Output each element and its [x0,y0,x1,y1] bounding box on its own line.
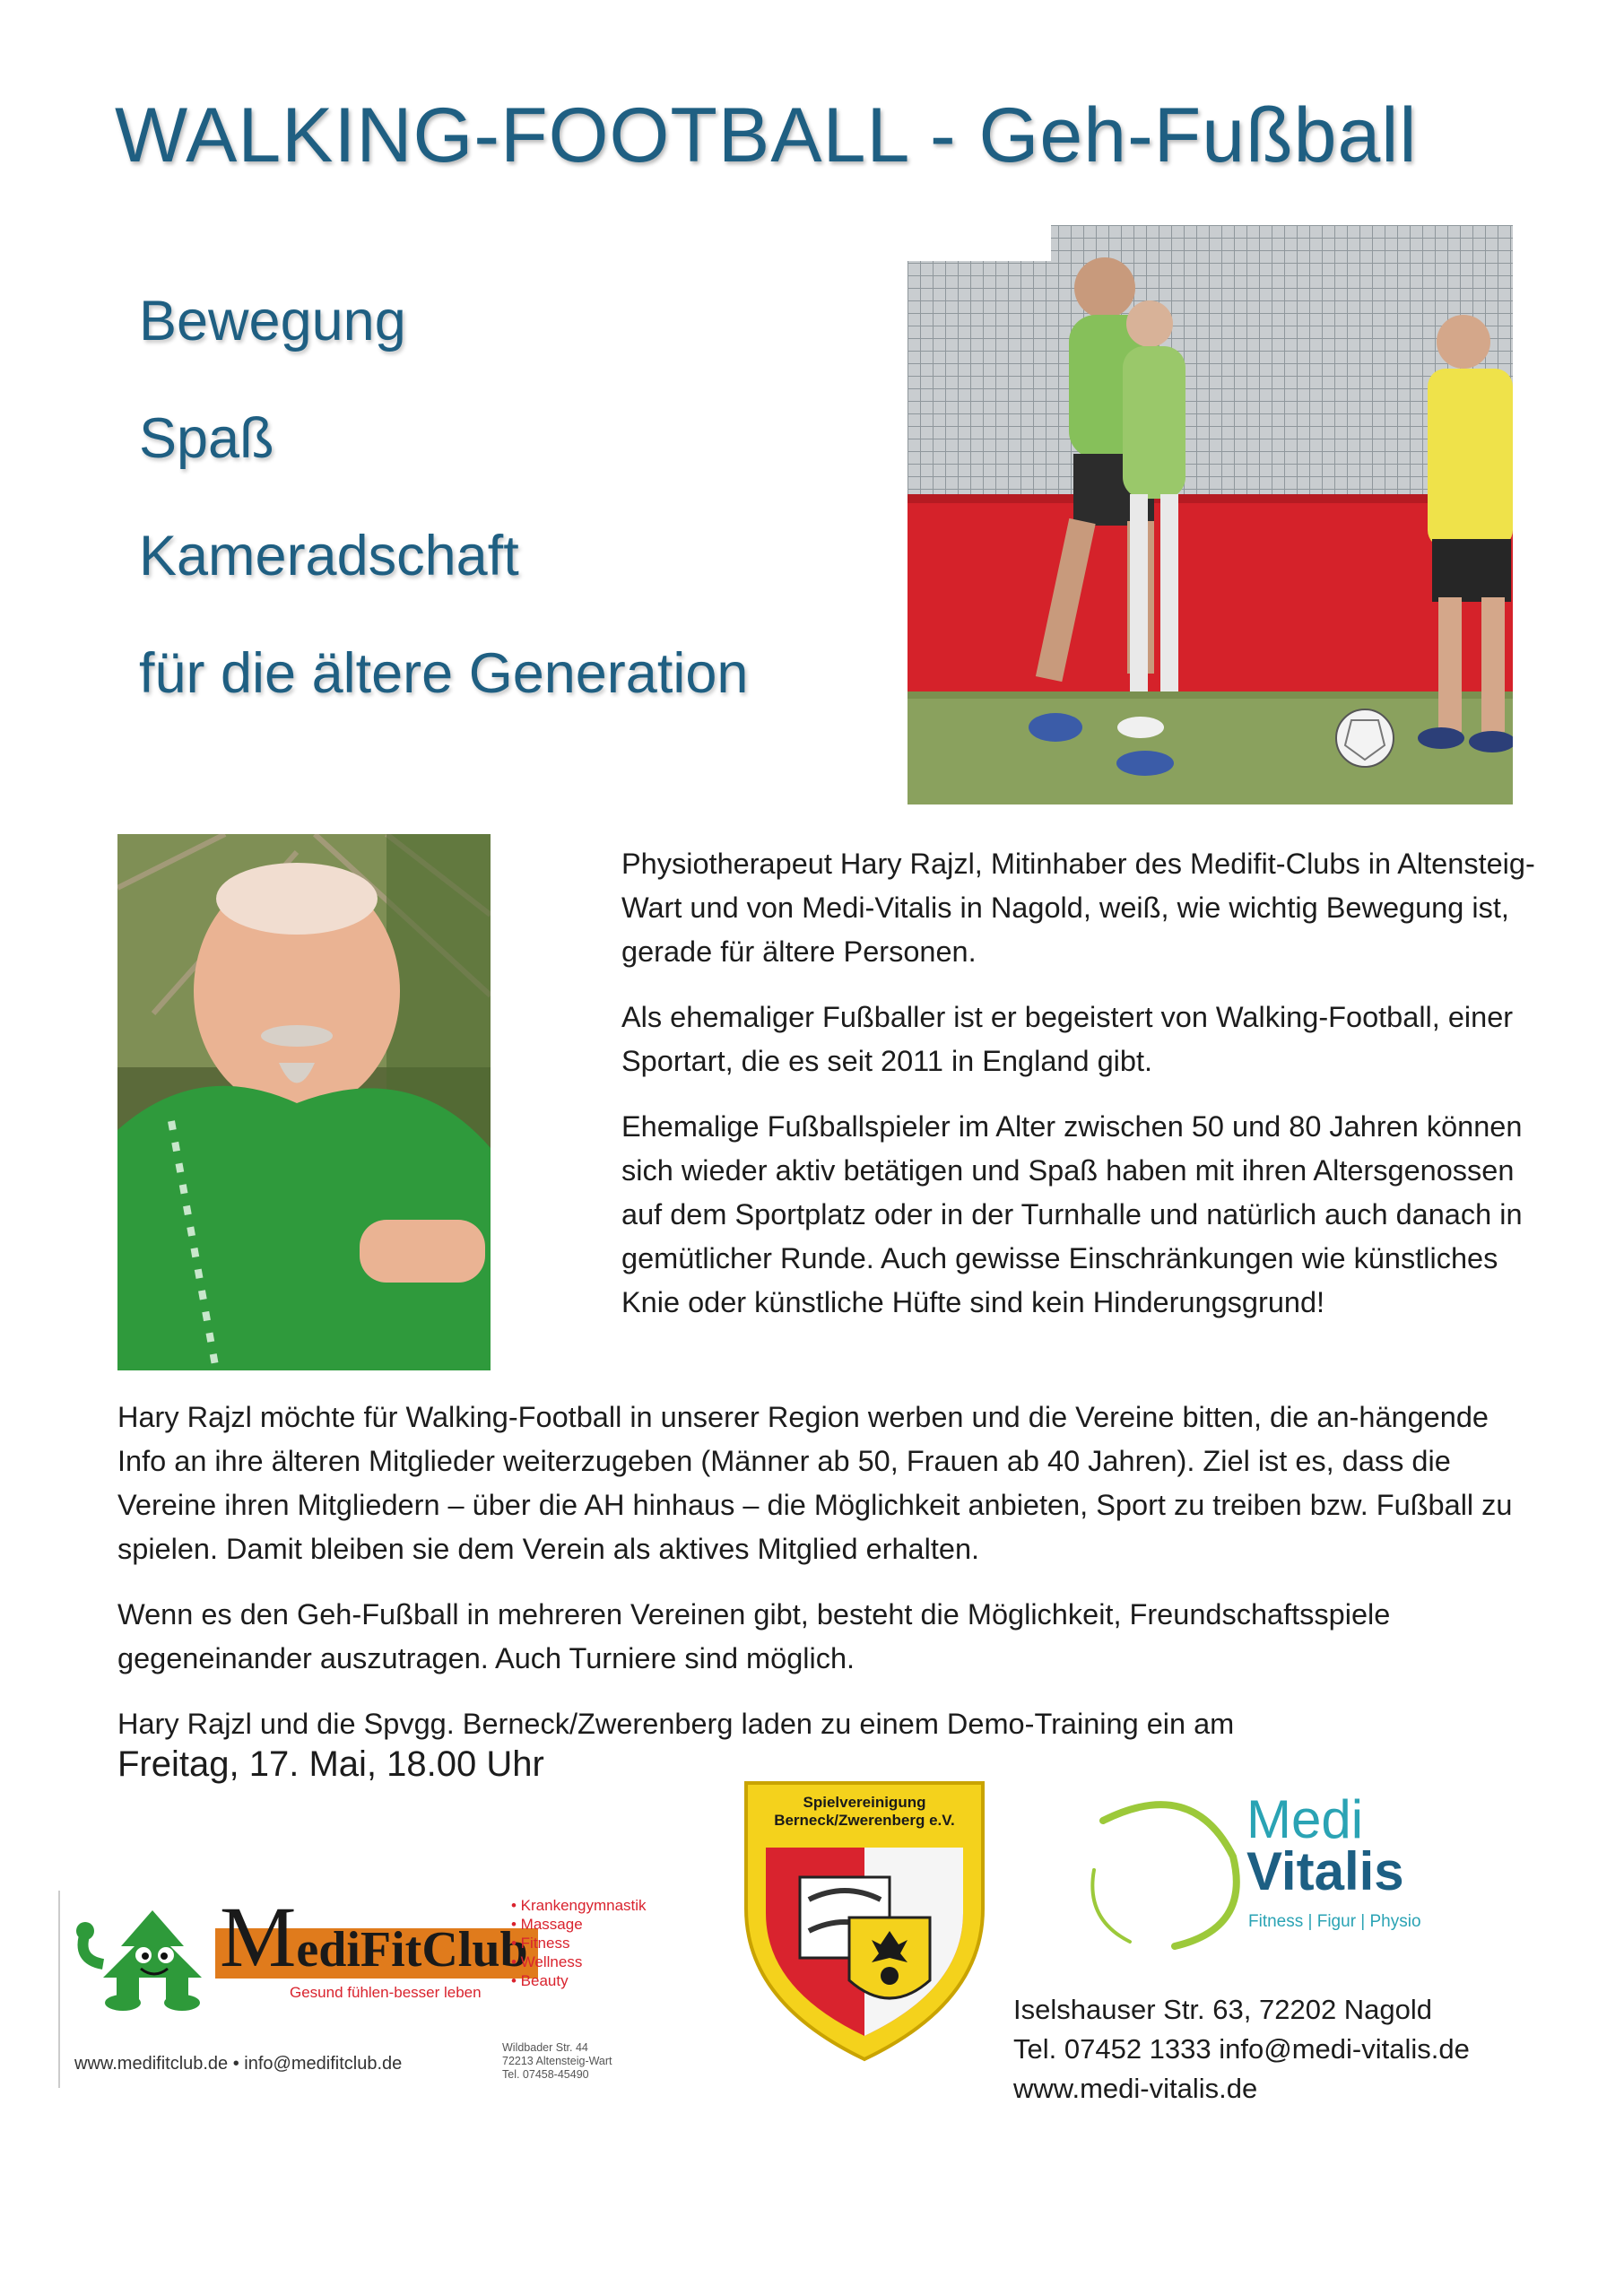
portrait-photo [117,834,491,1370]
medivitalis-subtitle: Fitness | Figur | Physio [1248,1912,1421,1931]
medifit-mascot-icon [67,1906,238,2013]
medifit-services: • Krankengymnastik • Massage • Fitness • Wellness • Beauty [511,1897,647,1989]
event-date: Freitag, 17. Mai, 18.00 Uhr [117,1744,544,1784]
club-crest-logo [737,1774,992,2066]
medifit-address: Wildbader Str. 44 72213 Altensteig-Wart Tel. 07458-45490 [502,2041,612,2081]
body-paragraph-5: Wenn es den Geh-Fußball in mehreren Vereinen gibt, besteht die Möglichkeit, Freundschaftsspiele gegeneinander auszutragen. Auch Turniere sind möglich. [117,1598,1391,1674]
intro-paragraph-3: Ehemalige Fußballspieler im Alter zwischen 50 und 80 Jahren können sich wieder aktiv betätigen und Spaß haben mit ihren Altersgenossen auf dem Sportplatz oder in der Turnhalle und natürlich auch danach in gemütlicher Runde. Auch gewisse Einschränkungen wie künstliches Knie oder künstliche Hüfte sind kein Hinderungsgrund! [621,1110,1523,1318]
contact-phone-email: Tel. 07452 1333 info@medi-vitalis.de [1013,2033,1470,2065]
medifit-slogan: Gesund fühlen-besser leben [290,1984,482,2001]
medivitalis-word1: Medi [1246,1789,1364,1849]
intro-paragraph-1: Physiotherapeut Hary Rajzl, Mitinhaber des Medifit-Clubs in Altensteig-Wart und von Medi-Vitalis in Nagold, weiß, wie wichtig Bewegung ist, gerade für ältere Personen. [621,848,1535,968]
medivitalis-word2: Vitalis [1246,1841,1404,1901]
medivitalis-logo [1076,1785,1453,1964]
medifit-footer: www.medifitclub.de • info@medifitclub.de [74,2054,403,2074]
intro-paragraph-2: Als ehemaliger Fußballer ist er begeistert von Walking-Football, einer Sportart, die es seit 2011 in England gibt. [621,1001,1514,1077]
tagline-bewegung: Bewegung [139,290,406,352]
tagline-generation: für die ältere Generation [139,642,749,705]
contact-address: Iselshauser Str. 63, 72202 Nagold [1013,1994,1433,2025]
medifit-brand: MediFitClub [220,1889,528,1985]
body-paragraph-6: Hary Rajzl und die Spvgg. Berneck/Zwerenberg laden zu einem Demo-Training ein am [117,1708,1235,1740]
page-title: WALKING-FOOTBALL - Geh-Fußball [115,92,1418,178]
medivitalis-swoosh-icon [1076,1785,1255,1964]
body-text [117,1396,1530,1746]
tagline-kameradschaft: Kameradschaft [139,525,519,587]
tagline-spass: Spaß [139,407,274,470]
contact-web: www.medi-vitalis.de [1013,2073,1258,2104]
intro-text [621,842,1554,1325]
body-paragraph-4: Hary Rajzl möchte für Walking-Football in unserer Region werben und die Vereine bitten, die an-hängende Info an ihre älteren Mitglieder weiterzugeben (Männer ab 50, Frauen ab 40 Jahren). Ziel ist es, dass die Vereine ihren Mitgliedern – über die AH hinhaus – die Möglichkeit anbieten, Sport zu treiben bzw. Fußball zu spielen. Damit bleiben sie dem Verein als aktives Mitglied erhalten. [117,1401,1513,1565]
club-name: Spielvereinigung Berneck/Zwerenberg e.V. [774,1794,955,1829]
medifitclub-logo [58,1883,704,2094]
walking-football-photo [908,225,1513,804]
